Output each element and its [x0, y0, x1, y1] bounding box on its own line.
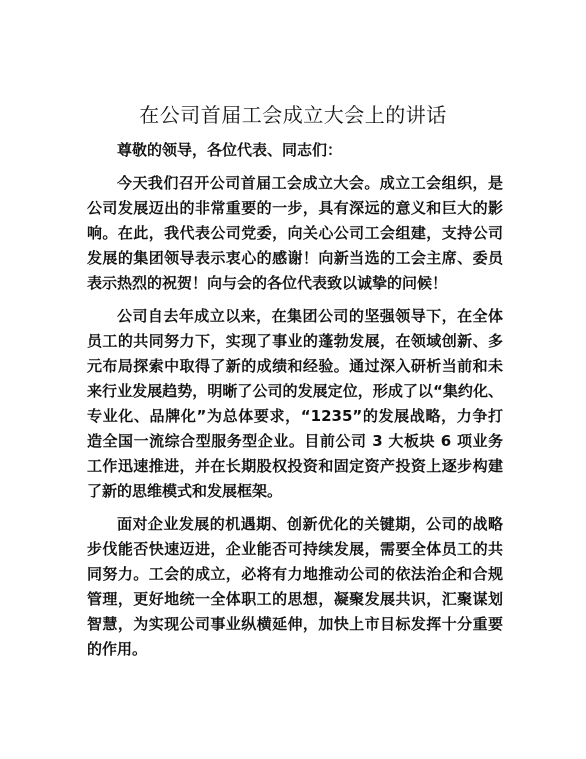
salutation: 尊敬的领导，各位代表、同志们： [117, 141, 343, 159]
paragraph-development: 公司自去年成立以来，在集团公司的坚强领导下，在全体员工的共同努力下，实现了事业的蓬勃发展，在领域创新、多元布局探索中取得了新的成绩和经验。通过深入研析当前和未来行业发展趋势，明晰了公司的发展定位，形成了以“集约化、专业化、品牌化”为总体要求，“1235”的发展战略，力争打造全国一流综合型服务型企业。目前公司 3 大板块 6 项业务工作迅速推进，并在长期股权投资和固定资产投资上逐步构建了新的思维模式和发展框架。 [87, 307, 503, 500]
speech-title: 在公司首届工会成立大会上的讲话 [139, 103, 447, 127]
paragraph-significance: 面对企业发展的机遇期、创新优化的关键期，公司的战略步伐能否快速迈进，企业能否可持续发展，需要全体员工的共同努力。工会的成立，必将有力地推动公司的依法治企和合规管理，更好地统一全体职工的思想，凝聚发展共识，汇聚谋划智慧，为实现公司事业纵横延伸，加快上市目标发挥十分重要的作用。 [87, 515, 503, 658]
paragraph-opening: 今天我们召开公司首届工会成立大会。成立工会组织，是公司发展迈出的非常重要的一步，具有深远的意义和巨大的影响。在此，我代表公司党委，向关心公司工会组建，支持公司发展的集团领导表示衷心的感谢！向新当选的工会主席、委员表示热烈的祝贺！向与会的各位代表致以诚挚的问候！ [87, 174, 503, 292]
speech-body [87, 138, 503, 670]
